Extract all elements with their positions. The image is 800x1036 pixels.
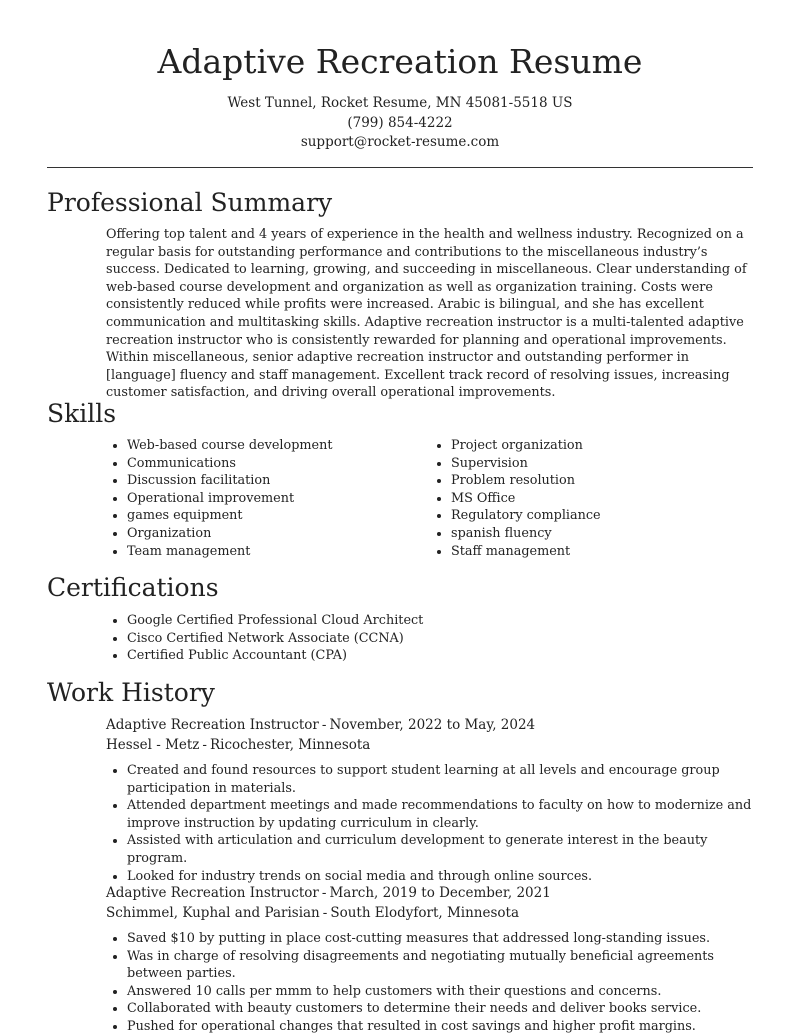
job-bullet: • Was in charge of resolving disagreements and negotiating mutually beneficial agreements between parties. [127,948,754,983]
summary-text: Offering top talent and 4 years of experience in the health and wellness industry. Recognized on a regular basis for outstanding performance and contributions to the miscellaneous industry’s success. Dedicated to learning, growing, and succeeding in miscellaneous. Clear understanding of web-based course development and organization as well as organization training. Costs were consistently reduced while profits were increased. Arabic is bilingual, and she has excellent communication and multitasking skills. Adaptive recreation instructor is a multi-talented adaptive recreation instructor who is consistently rewarded for planning and operational improvements. Within miscellaneous, senior adaptive recreation instructor and outstanding performer in [language] fluency and staff management. Excellent track record of resolving issues, increasing customer satisfaction, and driving overall operational improvements. [106,227,747,401]
address: West Tunnel, Rocket Resume, MN 45081-5518 US [227,95,573,111]
job-location: Ricochester, Minnesota [209,736,371,753]
resume-name: Adaptive Recreation Resume [157,42,643,81]
job-bullet: • Assisted with articulation and curriculum development to generate interest in the beauty program. [127,832,754,867]
skill-item: • MS Office [451,490,754,508]
skills-column-right [430,437,754,560]
job-location: South Elodyfort, Minnesota [330,904,520,921]
skills-heading: Skills [47,399,117,428]
job-company: Hessel - Metz [106,736,200,753]
skill-item: • spanish fluency [451,525,754,543]
skill-item: • games equipment [127,507,430,525]
job-title: Adaptive Recreation Instructor [106,885,319,901]
job-bullet: • Pushed for operational changes that resulted in cost savings and higher profit margins. [127,1018,754,1036]
skill-item: • Web-based course development [127,437,430,455]
contact-block [0,94,800,153]
job-bullet: • Created and found resources to support student learning at all levels and encourage group participation in materials. [127,762,754,797]
skills-column-left [106,437,430,560]
job-title-line: Adaptive Recreation Instructor - March, 2019 to December, 2021 [106,885,551,901]
skill-item: • Supervision [451,455,754,473]
job-company: Schimmel, Kuphal and Parisian [106,904,320,921]
job-bullet: • Collaborated with beauty customers to determine their needs and deliver books service. [127,1000,754,1018]
job-dates: March, 2019 to December, 2021 [329,885,551,901]
job-bullet: • Looked for industry trends on social media and through online sources. [127,868,754,886]
skill-item: • Team management [127,543,430,561]
job-company-line: Schimmel, Kuphal and Parisian - South Elodyfort, Minnesota [106,904,520,921]
job-entry [106,716,754,885]
certification-item: • Certified Public Accountant (CPA) [127,647,754,665]
job-title-line: Adaptive Recreation Instructor - November, 2022 to May, 2024 [106,717,536,733]
skill-item: • Organization [127,525,430,543]
job-entry [106,884,754,1036]
certification-item: • Cisco Certified Network Associate (CCNA) [127,630,754,648]
job-bullets [106,930,754,1036]
job-bullet: • Saved $10 by putting in place cost-cutting measures that addressed long-standing issues. [127,930,754,948]
resume-header [0,0,800,153]
job-company-line: Hessel - Metz - Ricochester, Minnesota [106,736,371,753]
header-divider [47,167,753,168]
job-bullet: • Attended department meetings and made recommendations to faculty on how to modernize and improve instruction by updating curriculum in clearly. [127,797,754,832]
skill-item: • Project organization [451,437,754,455]
skill-item: • Operational improvement [127,490,430,508]
skill-item: • Staff management [451,543,754,561]
skill-item: • Regulatory compliance [451,507,754,525]
phone: (799) 854-4222 [347,114,453,131]
certifications-heading: Certifications [47,573,219,602]
skill-item: • Communications [127,455,430,473]
summary-heading: Professional Summary [47,188,333,217]
work-history-heading: Work History [47,678,215,707]
skill-item: • Problem resolution [451,472,754,490]
skills-list [106,437,754,560]
certification-item: • Google Certified Professional Cloud Architect [127,612,754,630]
job-dates: November, 2022 to May, 2024 [329,717,536,733]
job-bullet: • Answered 10 calls per mmm to help customers with their questions and concerns. [127,983,754,1001]
email: support@rocket-resume.com [300,134,500,150]
certifications-list [106,612,754,665]
skill-item: • Discussion facilitation [127,472,430,490]
job-title: Adaptive Recreation Instructor [106,717,319,733]
job-bullets [106,762,754,885]
